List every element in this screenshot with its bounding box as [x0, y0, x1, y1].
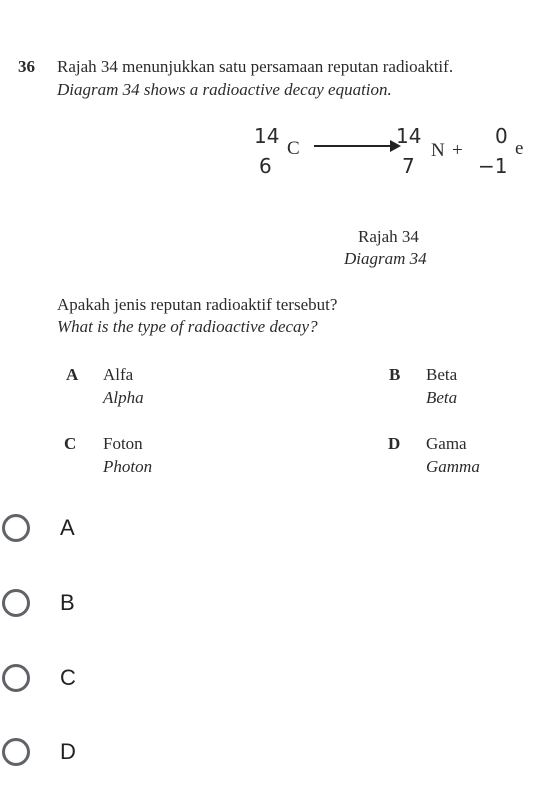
choice-letter: C [64, 434, 77, 453]
answer-option-c[interactable] [0, 664, 76, 692]
choice-malay: Alfa [103, 365, 134, 384]
choice-english: Beta [426, 388, 458, 407]
answer-option-d[interactable] [0, 738, 76, 766]
plus-sign: + [452, 140, 463, 161]
diagram-caption-malay: Rajah 34 [358, 227, 419, 246]
choice-english: Photon [103, 457, 153, 476]
reactant-mass-number: 14 [254, 124, 280, 148]
choice-malay: Beta [426, 365, 458, 384]
question-prompt-malay: Apakah jenis reputan radioaktif tersebut? [57, 295, 338, 314]
question-stem-malay: Rajah 34 menunjukkan satu persamaan reputan radioaktif. [57, 57, 454, 76]
answer-option-label: B [60, 590, 75, 615]
radio-button[interactable] [2, 738, 30, 766]
radio-button[interactable] [2, 589, 30, 617]
choice-letter: B [389, 365, 401, 384]
product1-symbol: N [431, 140, 445, 161]
choice-english: Alpha [103, 388, 144, 407]
question-number: 36 [18, 57, 35, 76]
question-prompt-english: What is the type of radioactive decay? [57, 317, 318, 336]
product2-mass-number: 0 [495, 124, 508, 148]
reactant-symbol: C [287, 138, 300, 159]
product2-atomic-number: −1 [478, 154, 508, 178]
radio-button[interactable] [2, 664, 30, 692]
answer-option-label: C [60, 665, 76, 690]
reaction-arrow [314, 145, 394, 147]
answer-option-a[interactable] [0, 514, 75, 542]
answer-option-b[interactable] [0, 589, 75, 617]
diagram-caption-english: Diagram 34 [344, 249, 427, 268]
choice-malay: Gama [426, 434, 467, 453]
choice-english: Gamma [426, 457, 480, 476]
product1-mass-number: 14 [396, 124, 422, 148]
question-stem-english: Diagram 34 shows a radioactive decay equation. [57, 80, 392, 99]
radio-button[interactable] [2, 514, 30, 542]
choice-letter: D [388, 434, 401, 453]
answer-option-label: A [60, 515, 75, 540]
reactant-atomic-number: 6 [259, 154, 272, 178]
choice-malay: Foton [103, 434, 143, 453]
product1-atomic-number: 7 [402, 154, 415, 178]
choice-letter: A [66, 365, 79, 384]
answer-option-label: D [60, 739, 76, 764]
product2-symbol: e [515, 138, 524, 159]
